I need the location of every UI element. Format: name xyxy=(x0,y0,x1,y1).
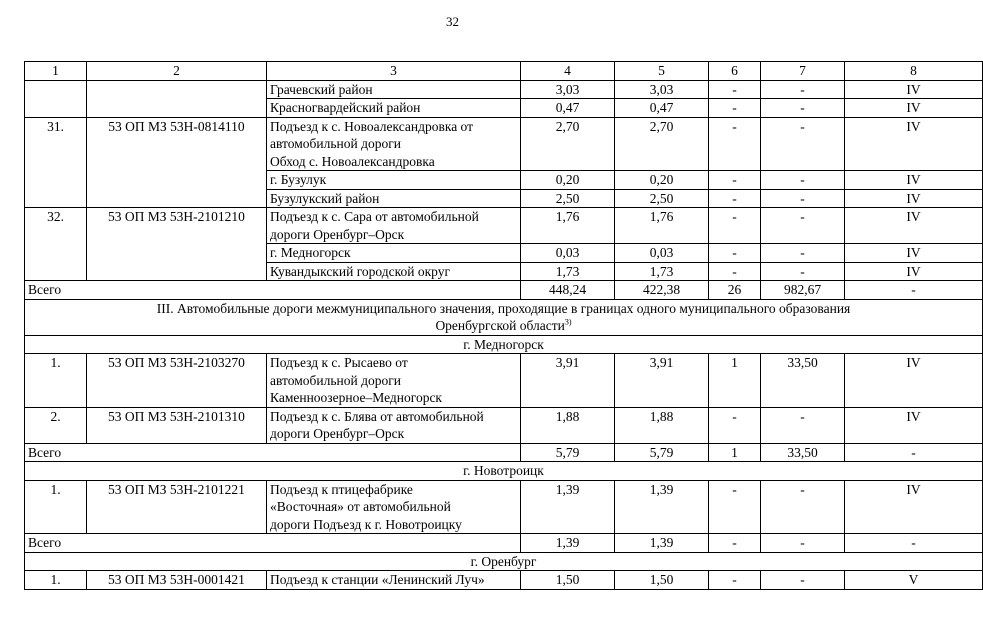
section-heading xyxy=(25,299,983,335)
cell-bridges-count: - xyxy=(709,262,761,281)
road-name-line: Подъезд к с. Рысаево от xyxy=(270,355,408,370)
cell-category: IV xyxy=(845,208,983,244)
cell-length: 0,03 xyxy=(521,244,615,263)
cell-category: IV xyxy=(845,117,983,171)
table-row xyxy=(25,480,983,534)
cell-category: IV xyxy=(845,189,983,208)
road-name-line: Обход с. Новоалександровка xyxy=(270,153,435,169)
cell-bridges-length: - xyxy=(761,208,845,244)
cell-length: 5,79 xyxy=(521,443,615,462)
cell-length: 0,20 xyxy=(521,171,615,190)
cell-bridges-count: - xyxy=(709,407,761,443)
total-label: Всего xyxy=(25,534,521,553)
cell-bridges-count: 26 xyxy=(709,281,761,300)
road-name-line: автомобильной дороги xyxy=(270,372,401,388)
column-header: 8 xyxy=(845,62,983,81)
column-number-row xyxy=(25,62,983,81)
cell-bridges-count: - xyxy=(709,80,761,99)
section-heading-line: III. Автомобильные дороги межмуниципального значения, проходящие в границах одного муниципального образования xyxy=(156,300,851,316)
district-name: г. Бузулук xyxy=(267,171,521,190)
cell-bridges-length: - xyxy=(761,80,845,99)
district-name: Бузулукский район xyxy=(267,189,521,208)
cell-category: IV xyxy=(845,262,983,281)
column-header: 6 xyxy=(709,62,761,81)
page-number: 32 xyxy=(446,14,459,29)
column-header: 1 xyxy=(25,62,87,81)
table-row xyxy=(25,571,983,590)
cell-category: V xyxy=(845,571,983,590)
table-row xyxy=(25,80,983,99)
road-name-line: Каменноозерное–Медногорск xyxy=(270,390,442,405)
row-number: 31. xyxy=(25,117,87,208)
cell-length-paved: 0,03 xyxy=(615,244,709,263)
cell-length: 1,88 xyxy=(521,407,615,443)
total-row xyxy=(25,281,983,300)
cell-bridges-count: - xyxy=(709,534,761,553)
cell-bridges-length: 33,50 xyxy=(761,443,845,462)
city-heading-row xyxy=(25,552,983,571)
cell-category: IV xyxy=(845,354,983,408)
cell-bridges-length: - xyxy=(761,262,845,281)
cell-bridges-length: - xyxy=(761,117,845,171)
road-name xyxy=(267,480,521,534)
cell-category: - xyxy=(845,281,983,300)
city-heading: г. Оренбург xyxy=(25,552,983,571)
road-name-line: «Восточная» от автомобильной xyxy=(270,499,451,514)
cell-category: IV xyxy=(845,407,983,443)
cell-length: 3,91 xyxy=(521,354,615,408)
row-number: 1. xyxy=(25,480,87,534)
cell-bridges-length: - xyxy=(761,189,845,208)
road-name-line: Подъезд к птицефабрике xyxy=(270,481,413,497)
cell-bridges-length: - xyxy=(761,534,845,553)
cell-bridges-count: - xyxy=(709,208,761,244)
total-label: Всего xyxy=(25,281,521,300)
table-row xyxy=(25,407,983,443)
column-header: 2 xyxy=(87,62,267,81)
cell-bridges-length: - xyxy=(761,571,845,590)
cell-bridges-count: 1 xyxy=(709,354,761,408)
cell-category: IV xyxy=(845,171,983,190)
cell-length-paved: 1,76 xyxy=(615,208,709,244)
cell-bridges-length: - xyxy=(761,171,845,190)
road-code: 53 ОП МЗ 53Н-2101221 xyxy=(87,480,267,534)
cell-length-paved: 2,70 xyxy=(615,117,709,171)
cell-bridges-count: 1 xyxy=(709,443,761,462)
cell-bridges-count: - xyxy=(709,117,761,171)
district-name: Красногвардейский район xyxy=(267,99,521,118)
city-heading: г. Новотроицк xyxy=(25,462,983,481)
district-name: г. Медногорск xyxy=(267,244,521,263)
road-name-line: дороги Подъезд к г. Новотроицку xyxy=(270,516,462,532)
city-heading: г. Медногорск xyxy=(25,335,983,354)
cell-bridges-count: - xyxy=(709,244,761,263)
cell-length-paved: 1,39 xyxy=(615,480,709,534)
cell-category: IV xyxy=(845,99,983,118)
cell-length-paved: 3,91 xyxy=(615,354,709,408)
road-name xyxy=(267,208,521,244)
road-name-line: Подъезд к с. Блява от автомобильной xyxy=(270,408,484,424)
cell-category: IV xyxy=(845,480,983,534)
footnote-marker: 3) xyxy=(564,317,572,327)
total-label: Всего xyxy=(25,443,521,462)
cell-category: IV xyxy=(845,244,983,263)
cell-bridges-length: - xyxy=(761,99,845,118)
total-row xyxy=(25,534,983,553)
cell-length: 1,76 xyxy=(521,208,615,244)
section-heading-row xyxy=(25,299,983,335)
road-code: 53 ОП МЗ 53Н-0001421 xyxy=(87,571,267,590)
row-number: 1. xyxy=(25,354,87,408)
cell-bridges-count: - xyxy=(709,189,761,208)
city-heading-row xyxy=(25,335,983,354)
cell-length: 1,73 xyxy=(521,262,615,281)
district-name: Грачевский район xyxy=(267,80,521,99)
column-header: 7 xyxy=(761,62,845,81)
road-name: Подъезд к станции «Ленинский Луч» xyxy=(267,571,521,590)
column-header: 3 xyxy=(267,62,521,81)
cell-bridges-length: - xyxy=(761,244,845,263)
road-code: 53 ОП МЗ 53Н-0814110 xyxy=(87,117,267,208)
road-code: 53 ОП МЗ 53Н-2103270 xyxy=(87,354,267,408)
column-header: 5 xyxy=(615,62,709,81)
table-row xyxy=(25,354,983,408)
cell-length: 1,39 xyxy=(521,534,615,553)
cell-bridges-length: - xyxy=(761,407,845,443)
row-number: 2. xyxy=(25,407,87,443)
road-name-line: Подъезд к с. Сара от автомобильной xyxy=(270,209,479,224)
column-header: 4 xyxy=(521,62,615,81)
cell-category: - xyxy=(845,443,983,462)
cell-length: 1,39 xyxy=(521,480,615,534)
section-heading-region: Оренбургской области xyxy=(435,318,565,333)
cell-length-paved: 1,50 xyxy=(615,571,709,590)
cell-bridges-length: 33,50 xyxy=(761,354,845,408)
empty-cell xyxy=(87,80,267,117)
road-name xyxy=(267,117,521,171)
road-name-line: Подъезд к с. Новоалександровка от xyxy=(270,118,474,134)
roads-table xyxy=(24,61,983,590)
cell-bridges-count: - xyxy=(709,99,761,118)
cell-length-paved: 0,20 xyxy=(615,171,709,190)
cell-length-paved: 0,47 xyxy=(615,99,709,118)
cell-length: 0,47 xyxy=(521,99,615,118)
row-number: 32. xyxy=(25,208,87,281)
road-code: 53 ОП МЗ 53Н-2101210 xyxy=(87,208,267,281)
row-number: 1. xyxy=(25,571,87,590)
cell-length-paved: 1,73 xyxy=(615,262,709,281)
cell-category: IV xyxy=(845,80,983,99)
road-name xyxy=(267,407,521,443)
section-heading-line xyxy=(28,317,979,335)
table-row xyxy=(25,208,983,244)
cell-length-paved: 1,39 xyxy=(615,534,709,553)
table-row xyxy=(25,117,983,171)
road-name-line: дороги Оренбург–Орск xyxy=(270,226,405,242)
cell-length-paved: 1,88 xyxy=(615,407,709,443)
cell-length-paved: 5,79 xyxy=(615,443,709,462)
cell-bridges-count: - xyxy=(709,480,761,534)
city-heading-row xyxy=(25,462,983,481)
cell-length-paved: 422,38 xyxy=(615,281,709,300)
cell-bridges-count: - xyxy=(709,171,761,190)
cell-bridges-count: - xyxy=(709,571,761,590)
road-name-line: автомобильной дороги xyxy=(270,136,401,151)
cell-length: 2,70 xyxy=(521,117,615,171)
road-code: 53 ОП МЗ 53Н-2101310 xyxy=(87,407,267,443)
cell-length: 448,24 xyxy=(521,281,615,300)
cell-length: 3,03 xyxy=(521,80,615,99)
cell-length-paved: 2,50 xyxy=(615,189,709,208)
total-row xyxy=(25,443,983,462)
empty-cell xyxy=(25,80,87,117)
cell-bridges-length: 982,67 xyxy=(761,281,845,300)
cell-bridges-length: - xyxy=(761,480,845,534)
district-name: Кувандыкский городской округ xyxy=(267,262,521,281)
cell-length-paved: 3,03 xyxy=(615,80,709,99)
cell-category: - xyxy=(845,534,983,553)
cell-length: 1,50 xyxy=(521,571,615,590)
road-name xyxy=(267,354,521,408)
cell-length: 2,50 xyxy=(521,189,615,208)
road-name-line: дороги Оренбург–Орск xyxy=(270,426,405,441)
